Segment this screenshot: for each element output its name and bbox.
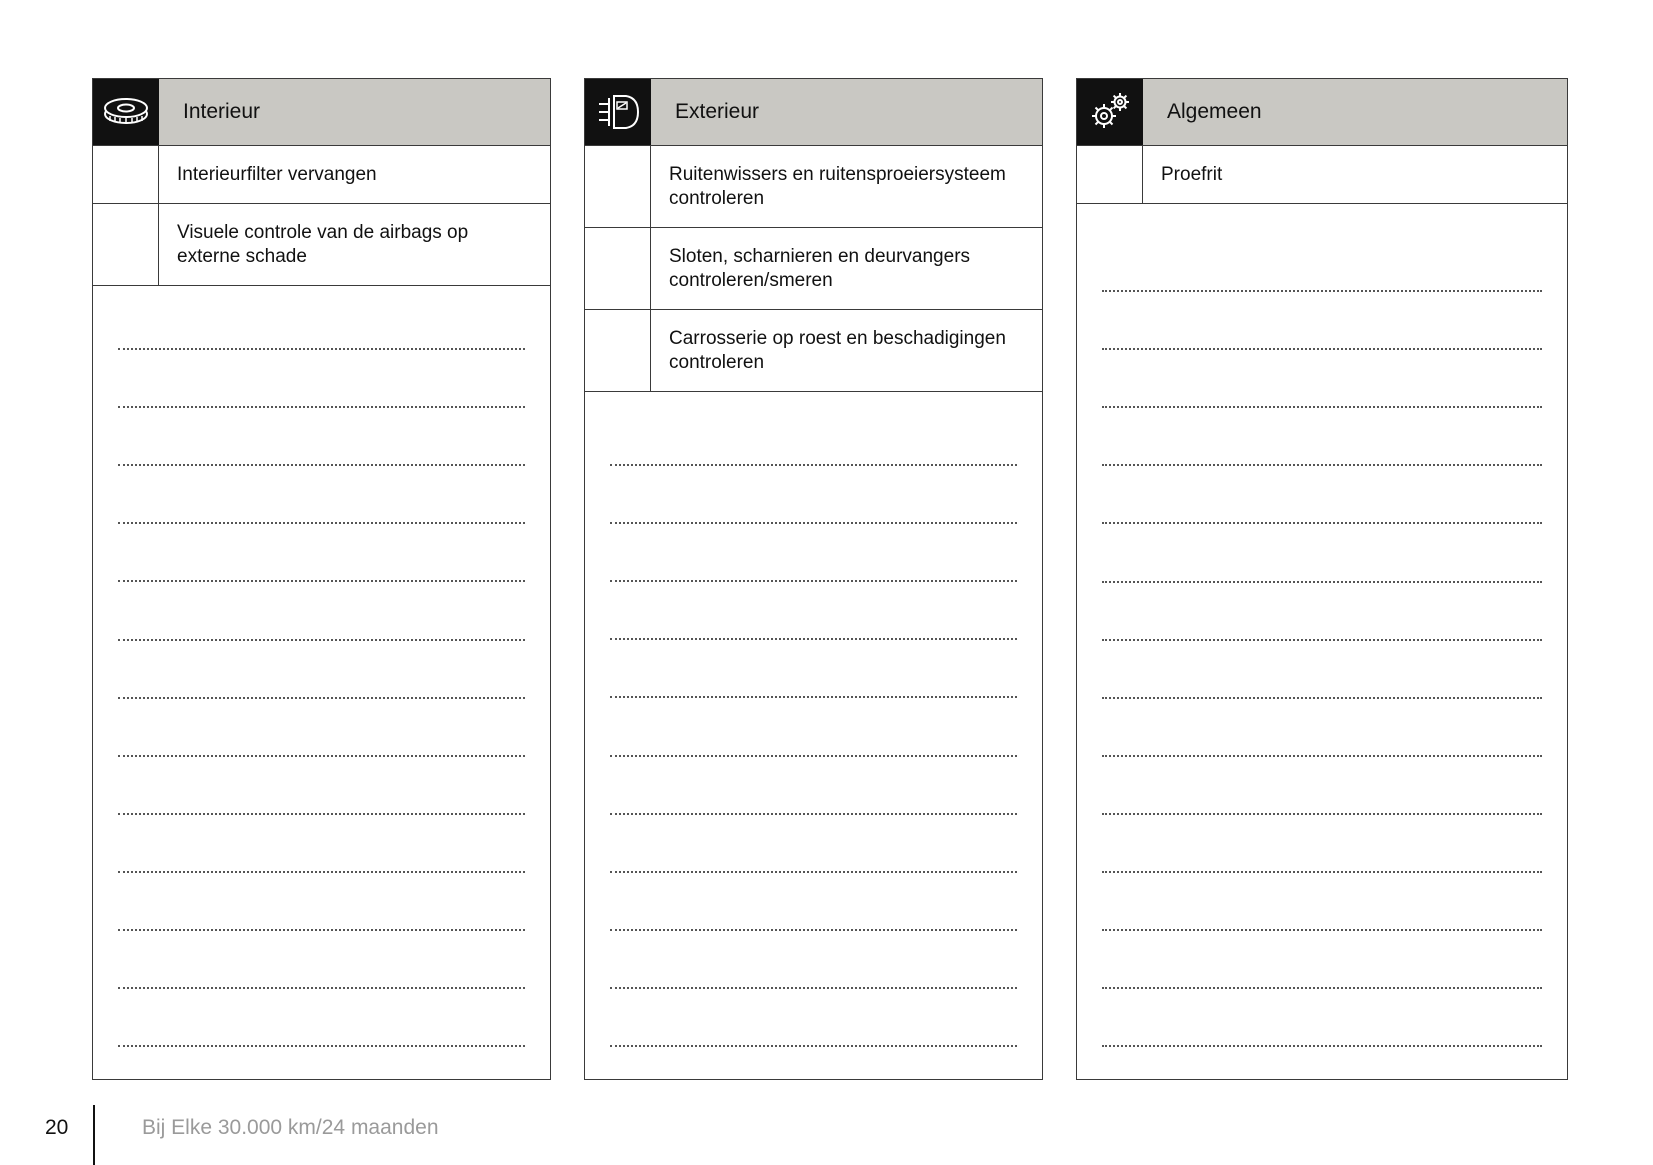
headlight-icon (585, 79, 651, 145)
writing-line (610, 522, 1017, 524)
page-number: 20 (45, 1116, 69, 1139)
writing-line (610, 696, 1017, 698)
writing-line (1102, 1045, 1542, 1047)
writing-line (118, 348, 525, 350)
checkbox-cell[interactable] (1077, 146, 1143, 203)
checkbox-cell[interactable] (93, 146, 159, 203)
checklist-row (93, 146, 550, 204)
writing-line (610, 755, 1017, 757)
panel-header (1077, 79, 1567, 146)
checkbox-cell[interactable] (585, 228, 651, 309)
panel-header (93, 79, 550, 146)
checklist-row (585, 228, 1042, 310)
panel-interieur (92, 78, 551, 1080)
writing-line (1102, 929, 1542, 931)
writing-line (118, 929, 525, 931)
checklist-item-text: Proefrit (1161, 164, 1223, 185)
checklist-item-text: Visuele controle van de airbags op externe schade (177, 222, 469, 267)
panel-algemeen (1076, 78, 1568, 1080)
writing-line (118, 697, 525, 699)
writing-line (1102, 755, 1542, 757)
writing-line (118, 406, 525, 408)
writing-line (1102, 348, 1542, 350)
writing-line (1102, 522, 1542, 524)
panel-title: Exterieur (675, 100, 760, 123)
writing-line (118, 987, 525, 989)
writing-line (1102, 464, 1542, 466)
writing-line (118, 464, 525, 466)
notes-area[interactable] (1077, 204, 1567, 1079)
writing-line (610, 464, 1017, 466)
writing-line (610, 813, 1017, 815)
writing-line (610, 871, 1017, 873)
checklist-row (93, 204, 550, 286)
checklist-row (585, 146, 1042, 228)
checklist-row (585, 310, 1042, 392)
footer-divider (93, 1105, 95, 1165)
checklist-item-text: Carrosserie op roest en beschadigingen controleren (669, 328, 1006, 373)
panel-title: Algemeen (1167, 100, 1262, 123)
writing-line (1102, 290, 1542, 292)
checklist-item-text: Ruitenwissers en ruitensproeiersysteem controleren (669, 164, 1006, 209)
cabin-filter-icon (93, 79, 159, 145)
writing-line (118, 522, 525, 524)
footer-text: Bij Elke 30.000 km/24 maanden (142, 1116, 439, 1139)
checkbox-cell[interactable] (93, 204, 159, 285)
writing-line (118, 871, 525, 873)
gears-icon (1077, 79, 1143, 145)
writing-line (1102, 813, 1542, 815)
writing-line (118, 755, 525, 757)
notes-area[interactable] (93, 286, 550, 1079)
writing-line (610, 580, 1017, 582)
writing-line (118, 1045, 525, 1047)
writing-line (610, 638, 1017, 640)
writing-line (1102, 581, 1542, 583)
writing-line (118, 813, 525, 815)
writing-line (1102, 871, 1542, 873)
writing-line (1102, 987, 1542, 989)
writing-line (1102, 406, 1542, 408)
panel-exterieur (584, 78, 1043, 1080)
writing-line (610, 1045, 1017, 1047)
checkbox-cell[interactable] (585, 146, 651, 227)
panel-title: Interieur (183, 100, 261, 123)
checklist-item-text: Interieurfilter vervangen (177, 164, 377, 185)
panel-header (585, 79, 1042, 146)
writing-line (1102, 639, 1542, 641)
writing-line (118, 639, 525, 641)
checkbox-cell[interactable] (585, 310, 651, 391)
writing-line (1102, 697, 1542, 699)
writing-line (118, 580, 525, 582)
writing-line (610, 929, 1017, 931)
writing-line (610, 987, 1017, 989)
notes-area[interactable] (585, 392, 1042, 1079)
checklist-row (1077, 146, 1567, 204)
checklist-item-text: Sloten, scharnieren en deurvangers controleren/smeren (669, 246, 971, 291)
